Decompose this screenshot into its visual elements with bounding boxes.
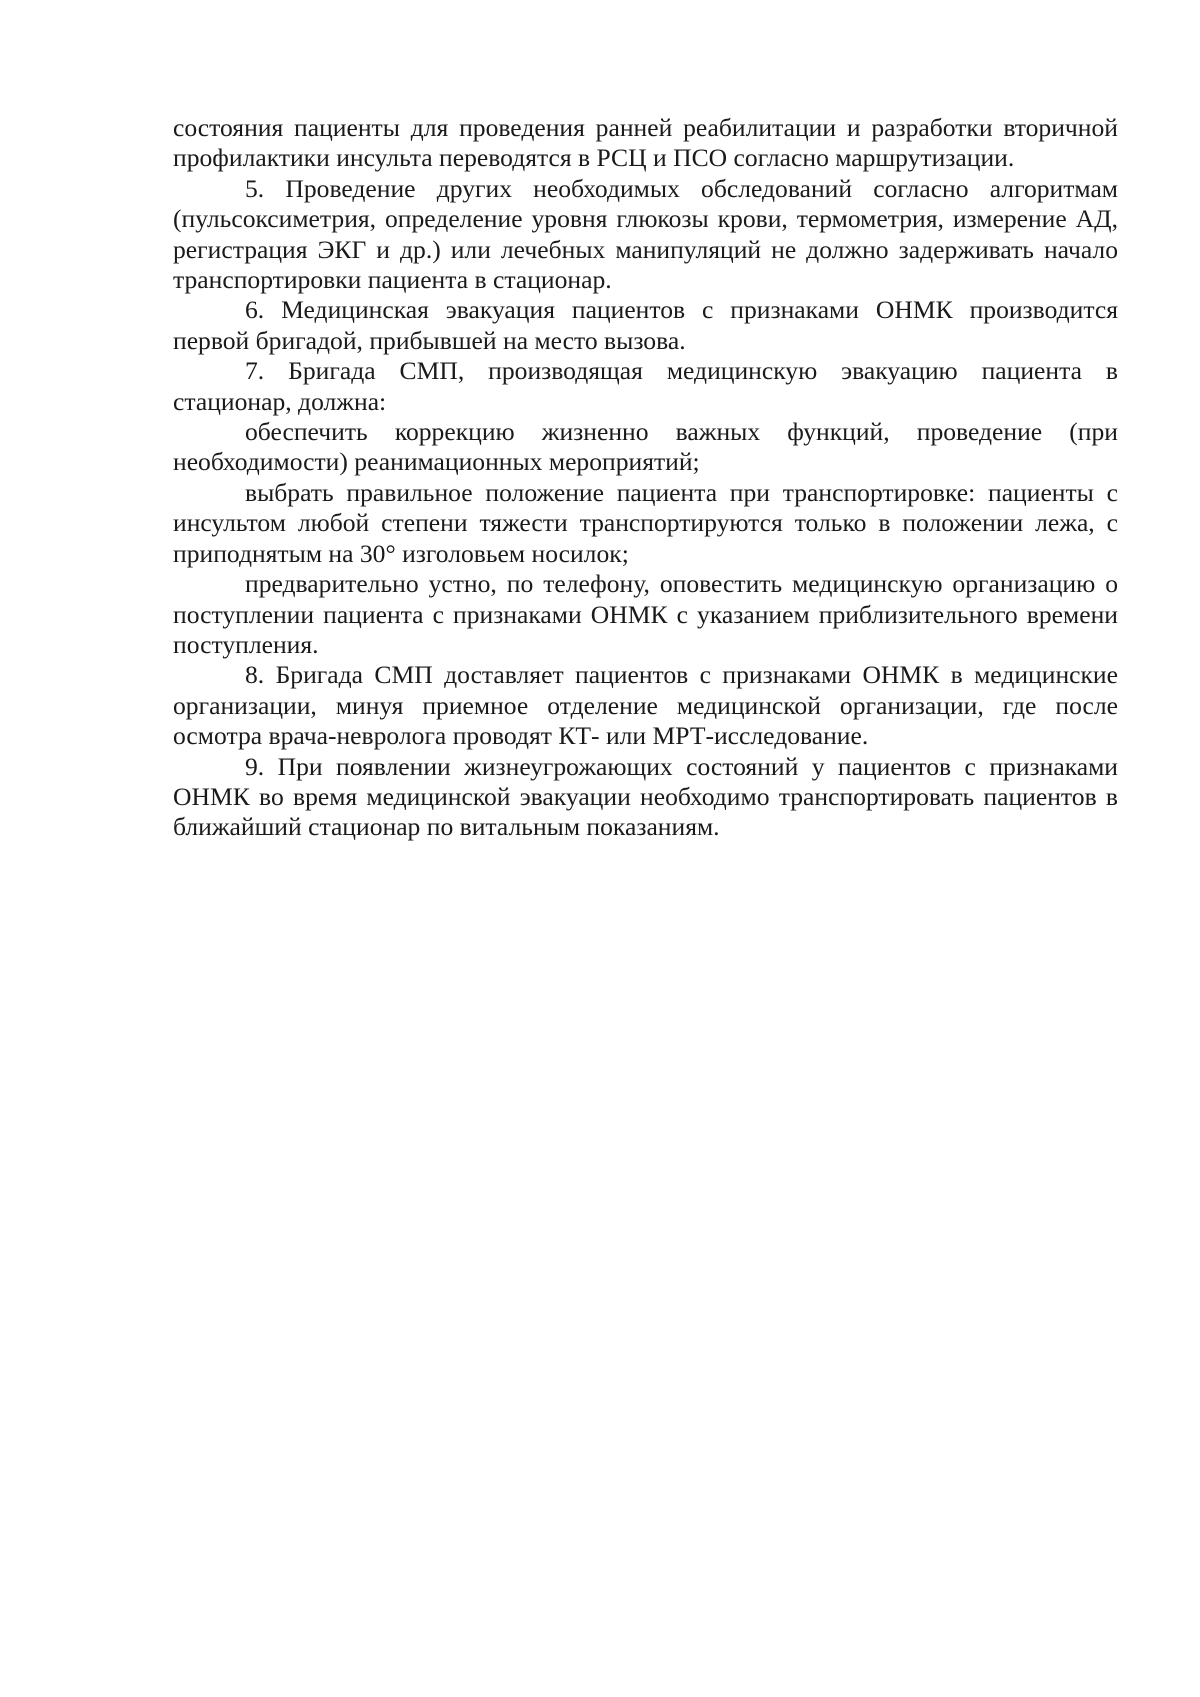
paragraph-item-8: 8. Бригада СМП доставляет пациентов с признаками ОНМК в медицинские организации, минуя приемное отделение медицинской организации, где после осмотра врача-невролога проводят КТ- или МРТ-исследование.	[173, 660, 1118, 751]
paragraph-item-6: 6. Медицинская эвакуация пациентов с признаками ОНМК производится первой бригадой, прибывшей на место вызова.	[173, 295, 1118, 355]
paragraph-item-7: 7. Бригада СМП, производящая медицинскую эвакуацию пациента в стационар, должна:	[173, 356, 1118, 416]
paragraph-item-7-sub-2: выбрать правильное положение пациента при транспортировке: пациенты с инсультом любой степени тяжести транспортируются только в положении лежа, с приподнятым на 30° изголовьем носилок;	[173, 477, 1118, 568]
paragraph-item-7-sub-1: обеспечить коррекцию жизненно важных функций, проведение (при необходимости) реанимационных мероприятий;	[173, 417, 1118, 477]
paragraph-item-9: 9. При появлении жизнеугрожающих состояний у пациентов с признаками ОНМК во время медицинской эвакуации необходимо транспортировать пациентов в ближайший стационар по витальным показаниям.	[173, 751, 1118, 842]
paragraph-item-5: 5. Проведение других необходимых обследований согласно алгоритмам (пульсоксиметрия, определение уровня глюкозы крови, термометрия, измерение АД, регистрация ЭКГ и др.) или лечебных манипуляций не должно задерживать начало транспортировки пациента в стационар.	[173, 173, 1118, 295]
document-body	[173, 113, 1118, 843]
paragraph-item-7-sub-3: предварительно устно, по телефону, оповестить медицинскую организацию о поступлении пациента с признаками ОНМК с указанием приблизительного времени поступления.	[173, 569, 1118, 659]
paragraph-continuation: состояния пациенты для проведения ранней реабилитации и разработки вторичной профилактики инсульта переводятся в РСЦ и ПСО согласно маршрутизации.	[173, 113, 1118, 173]
